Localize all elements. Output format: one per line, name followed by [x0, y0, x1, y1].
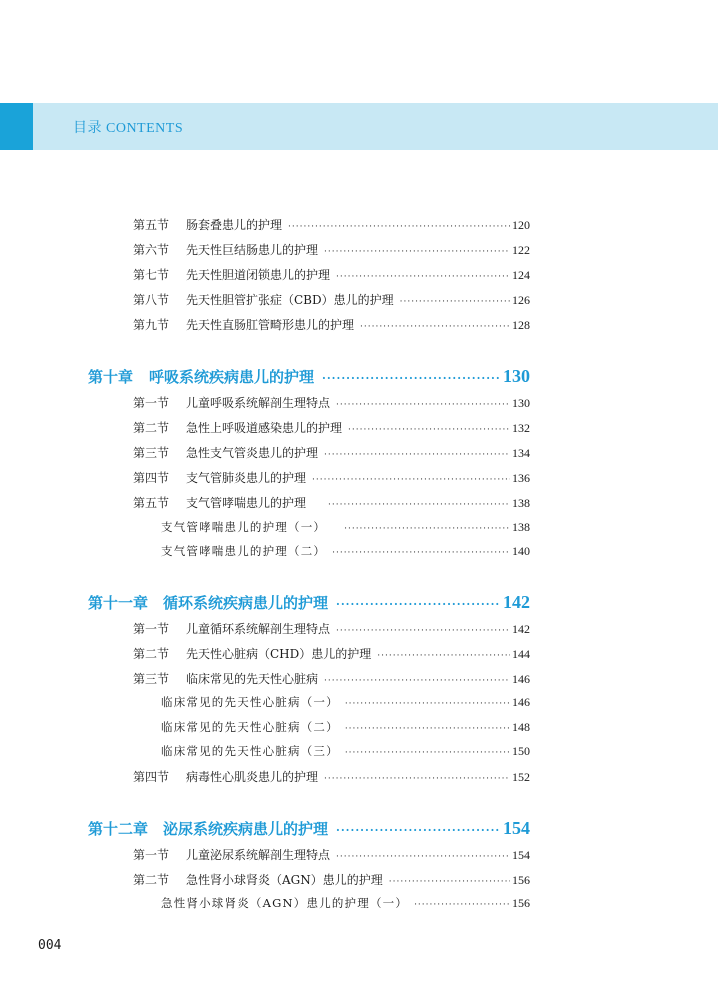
toc-section-row[interactable]	[133, 316, 530, 334]
section-number: 第二节	[133, 421, 170, 435]
dot-leader	[322, 372, 501, 385]
section-number: 第六节	[133, 243, 170, 257]
toc-section-row[interactable]	[133, 645, 530, 663]
toc-section-row[interactable]	[133, 871, 530, 889]
dot-leader	[328, 500, 510, 510]
toc-subsection-row[interactable]	[161, 743, 530, 761]
dot-leader	[345, 699, 510, 709]
chapter-page: 130	[503, 366, 530, 386]
subsection-title: 临床常见的先天性心脏病（三）	[161, 744, 339, 758]
section-title: 肠套叠患儿的护理	[186, 218, 283, 232]
subsection-title: 支气管哮喘患儿的护理（二）	[161, 544, 327, 558]
section-title: 先天性胆道闭锁患儿的护理	[186, 268, 331, 282]
section-number: 第三节	[133, 446, 170, 460]
dot-leader	[336, 852, 510, 862]
section-page: 154	[512, 848, 530, 862]
dot-leader	[414, 900, 510, 910]
section-title: 儿童循环系统解剖生理特点	[186, 622, 331, 636]
chapter-page: 154	[503, 818, 530, 838]
section-page: 152	[512, 770, 530, 784]
toc-chapter-row[interactable]	[88, 366, 530, 390]
subsection-page: 156	[512, 896, 530, 910]
dot-leader	[348, 425, 510, 435]
section-title: 临床常见的先天性心脏病	[186, 672, 319, 686]
chapter-title: 泌尿系统疾病患儿的护理	[163, 820, 329, 838]
section-number: 第二节	[133, 647, 170, 661]
toc-header-title: 目录 CONTENTS	[73, 121, 184, 136]
section-page: 136	[512, 471, 530, 485]
section-title: 儿童泌尿系统解剖生理特点	[186, 848, 331, 862]
toc-section-row[interactable]	[133, 419, 530, 437]
section-page: 132	[512, 421, 530, 435]
dot-leader	[345, 724, 510, 734]
chapter-page: 142	[503, 592, 530, 612]
subsection-page: 146	[512, 695, 530, 709]
section-number: 第四节	[133, 471, 170, 485]
toc-section-row[interactable]	[133, 266, 530, 284]
section-number: 第八节	[133, 293, 170, 307]
toc-section-row[interactable]	[133, 241, 530, 259]
dot-leader	[324, 450, 510, 460]
section-number: 第二节	[133, 873, 170, 887]
toc-section-row[interactable]	[133, 291, 530, 309]
section-number: 第五节	[133, 496, 170, 510]
toc-chapter-row[interactable]	[88, 592, 530, 616]
header-accent-bar	[0, 103, 33, 150]
dot-leader	[336, 626, 510, 636]
section-title: 支气管肺炎患儿的护理	[186, 471, 307, 485]
subsection-page: 138	[512, 520, 530, 534]
section-title: 支气管哮喘患儿的护理	[186, 496, 307, 510]
dot-leader	[345, 748, 510, 758]
section-number: 第五节	[133, 218, 170, 232]
dot-leader	[336, 400, 510, 410]
dot-leader	[324, 774, 510, 784]
section-page: 128	[512, 318, 530, 332]
chapter-number: 第十章	[88, 368, 134, 386]
section-title: 先天性直肠肛管畸形患儿的护理	[186, 318, 355, 332]
chapter-title: 呼吸系统疾病患儿的护理	[149, 368, 315, 386]
toc-section-row[interactable]	[133, 846, 530, 864]
toc-section-row[interactable]	[133, 494, 530, 512]
section-page: 120	[512, 218, 530, 232]
section-number: 第一节	[133, 396, 170, 410]
toc-section-row[interactable]	[133, 216, 530, 234]
toc-section-row[interactable]	[133, 670, 530, 688]
section-title: 急性上呼吸道感染患儿的护理	[186, 421, 343, 435]
dot-leader	[336, 824, 501, 837]
toc-section-row[interactable]	[133, 394, 530, 412]
subsection-page: 148	[512, 720, 530, 734]
section-number: 第一节	[133, 848, 170, 862]
toc-subsection-row[interactable]	[161, 694, 530, 712]
section-page: 122	[512, 243, 530, 257]
section-page: 146	[512, 672, 530, 686]
dot-leader	[336, 272, 510, 282]
dot-leader	[312, 475, 510, 485]
section-page: 124	[512, 268, 530, 282]
toc-section-row[interactable]	[133, 768, 530, 786]
section-page: 126	[512, 293, 530, 307]
section-page: 130	[512, 396, 530, 410]
toc-section-row[interactable]	[133, 469, 530, 487]
dot-leader	[324, 247, 510, 257]
section-page: 138	[512, 496, 530, 510]
chapter-number: 第十一章	[88, 594, 149, 612]
section-title: 急性肾小球肾炎（AGN）患儿的护理	[186, 873, 383, 887]
chapter-title: 循环系统疾病患儿的护理	[163, 594, 329, 612]
subsection-page: 150	[512, 744, 530, 758]
subsection-page: 140	[512, 544, 530, 558]
section-title: 急性支气管炎患儿的护理	[186, 446, 319, 460]
toc-subsection-row[interactable]	[161, 543, 530, 561]
dot-leader	[288, 222, 510, 232]
chapter-number: 第十二章	[88, 820, 149, 838]
toc-section-row[interactable]	[133, 444, 530, 462]
subsection-title: 临床常见的先天性心脏病（二）	[161, 720, 339, 734]
section-number: 第四节	[133, 770, 170, 784]
page-number: 004	[38, 938, 62, 953]
toc-subsection-row[interactable]	[161, 519, 530, 537]
dot-leader	[377, 651, 510, 661]
subsection-title: 急性肾小球肾炎（AGN）患儿的护理（一）	[161, 896, 409, 910]
dot-leader	[324, 676, 510, 686]
subsection-title: 临床常见的先天性心脏病（一）	[161, 695, 339, 709]
toc-subsection-row[interactable]	[161, 719, 530, 737]
section-title: 病毒性心肌炎患儿的护理	[186, 770, 319, 784]
section-number: 第三节	[133, 672, 170, 686]
toc-subsection-row[interactable]	[161, 895, 530, 913]
section-number: 第九节	[133, 318, 170, 332]
toc-chapter-row[interactable]	[88, 818, 530, 842]
subsection-title: 支气管哮喘患儿的护理（一）	[161, 520, 327, 534]
section-title: 先天性胆管扩张症（CBD）患儿的护理	[186, 293, 394, 307]
section-page: 144	[512, 647, 530, 661]
section-number: 第七节	[133, 268, 170, 282]
toc-section-row[interactable]	[133, 620, 530, 638]
dot-leader	[389, 877, 510, 887]
dot-leader	[332, 548, 510, 558]
dot-leader	[336, 598, 501, 611]
section-title: 先天性巨结肠患儿的护理	[186, 243, 319, 257]
section-title: 先天性心脏病（CHD）患儿的护理	[186, 647, 372, 661]
dot-leader	[400, 297, 510, 307]
dot-leader	[360, 322, 510, 332]
section-title: 儿童呼吸系统解剖生理特点	[186, 396, 331, 410]
dot-leader	[344, 524, 510, 534]
section-page: 142	[512, 622, 530, 636]
section-number: 第一节	[133, 622, 170, 636]
section-page: 156	[512, 873, 530, 887]
section-page: 134	[512, 446, 530, 460]
